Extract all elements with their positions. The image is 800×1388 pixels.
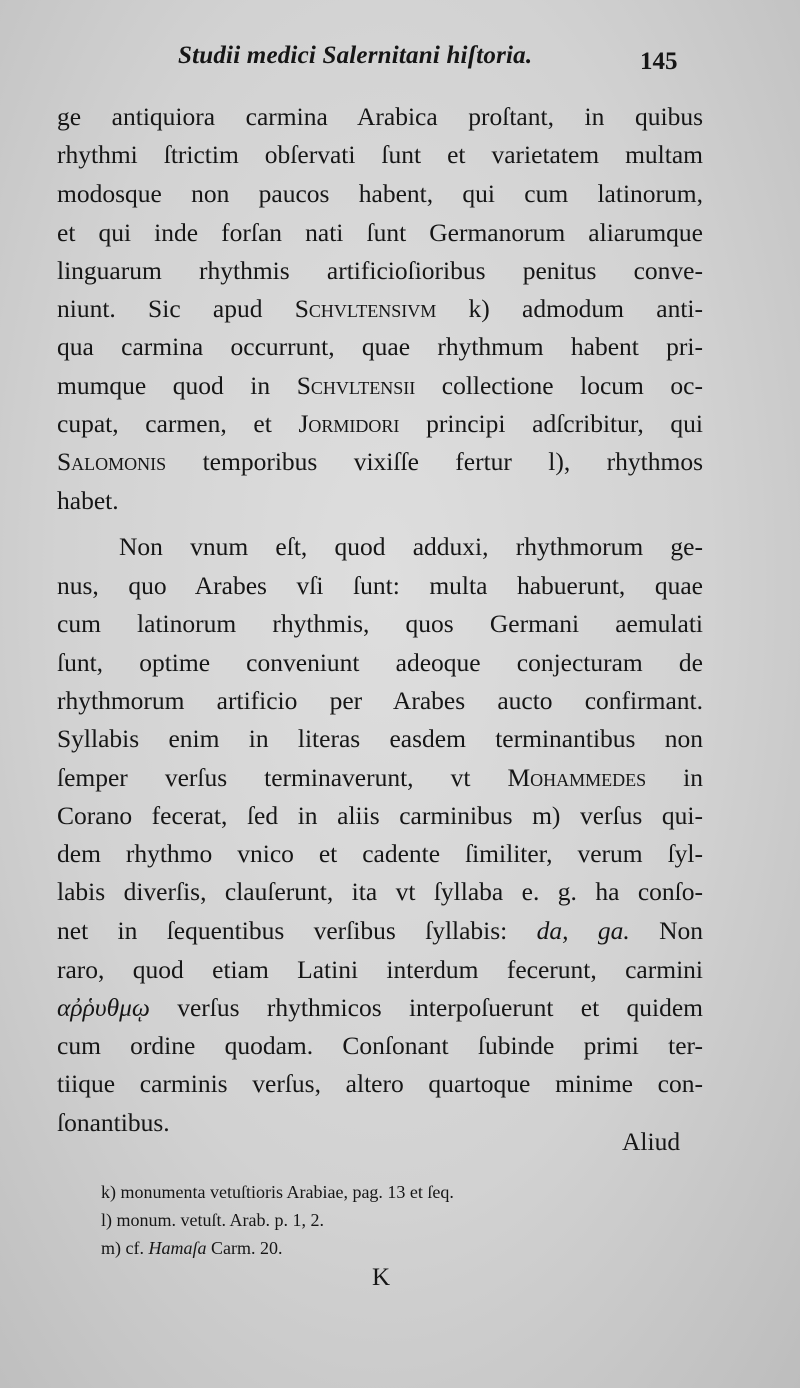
text-line: qua carmina occurrunt, quae rhythmum habent pri-	[57, 332, 703, 361]
text-line: nus, quo Arabes vſi ſunt: multa habuerunt, quae	[57, 571, 703, 600]
text-line: Corano fecerat, ſed in aliis carminibus m) verſus qui-	[57, 801, 703, 830]
text-line: habet.	[57, 486, 119, 515]
text-run: in	[646, 763, 703, 792]
text-line: Syllabis enim in literas easdem terminantibus non	[57, 724, 703, 753]
text-run: temporibus vixiſſe fertur l), rhythmos	[166, 447, 703, 476]
small-caps-name: Schvltensivm	[294, 294, 437, 323]
text-line: tiique carminis verſus, altero quartoque minime con-	[57, 1069, 703, 1098]
text-run: mumque quod in	[57, 371, 297, 400]
text-run: cupat, carmen, et	[57, 409, 299, 438]
text-run: niunt. Sic apud	[57, 294, 295, 323]
footnote	[101, 1182, 661, 1203]
signature-mark: K	[372, 1264, 391, 1291]
text-line: linguarum rhythmis artificioſioribus penitus conve-	[57, 256, 703, 285]
small-caps-name: Mohammedes	[507, 763, 647, 792]
small-caps-name: Schvltensii	[296, 371, 416, 400]
text-run: k) monumenta vetuſtioris Arabiae, pag. 13 et ſeq.	[101, 1182, 454, 1202]
text-line: cum latinorum rhythmis, quos Germani aemulati	[57, 609, 703, 638]
text-run: verſus rhythmicos interpoſuerunt et quidem	[149, 993, 703, 1022]
text-line: labis diverſis, clauſerunt, ita vt ſyllaba e. g. ha conſo-	[57, 877, 703, 906]
small-caps-name: Salomonis	[57, 447, 167, 476]
italic-text: da, ga.	[536, 916, 630, 945]
catchword: Aliud	[622, 1127, 681, 1156]
text-line: rhythmi ſtrictim obſervati ſunt et varietatem multam	[57, 140, 703, 169]
text-run: Non	[629, 916, 704, 945]
italic-text: αῤῥυθμῳ	[57, 993, 150, 1022]
text-line	[57, 294, 703, 324]
page-number: 145	[640, 48, 678, 75]
text-line: rhythmorum artificio per Arabes aucto confirmant.	[57, 686, 703, 715]
text-line: ge antiquiora carmina Arabica proſtant, in quibus	[57, 102, 703, 131]
text-run: l) monum. vetuſt. Arab. p. 1, 2.	[101, 1210, 324, 1230]
text-run: k) admodum anti-	[436, 294, 703, 323]
text-run: net in ſequentibus verſibus ſyllabis:	[57, 916, 537, 945]
italic-text: Hamaſa	[148, 1238, 207, 1258]
text-line: modosque non paucos habent, qui cum latinorum,	[57, 179, 703, 208]
text-line	[57, 763, 703, 793]
small-caps-name: Jormidori	[298, 409, 400, 438]
text-line: cum ordine quodam. Conſonant ſubinde primi ter-	[57, 1031, 703, 1060]
text-run: m) cf.	[101, 1238, 149, 1258]
text-run: principi adſcribitur, qui	[399, 409, 703, 438]
text-run: ſemper verſus terminaverunt, vt	[57, 763, 508, 792]
text-run: collectione locum oc-	[415, 371, 703, 400]
text-line: dem rhythmo vnico et cadente ſimiliter, verum ſyl-	[57, 839, 703, 868]
footnote	[101, 1238, 661, 1259]
text-line: ſonantibus.	[57, 1108, 170, 1137]
footnote	[101, 1210, 661, 1231]
text-line	[57, 447, 703, 477]
text-line	[57, 916, 703, 946]
text-line: raro, quod etiam Latini interdum fecerunt, carmini	[57, 955, 703, 984]
running-title: Studii medici Salernitani hiſtoria.	[178, 42, 533, 69]
text-line: et qui inde forſan nati ſunt Germanorum aliarumque	[57, 218, 703, 247]
text-line: ſunt, optime conveniunt adeoque conjecturam de	[57, 648, 703, 677]
text-line: Non vnum eſt, quod adduxi, rhythmorum ge-	[119, 532, 703, 561]
text-run: Carm. 20.	[206, 1238, 283, 1258]
text-line	[57, 409, 703, 439]
text-line	[57, 993, 703, 1023]
text-line	[57, 371, 703, 401]
